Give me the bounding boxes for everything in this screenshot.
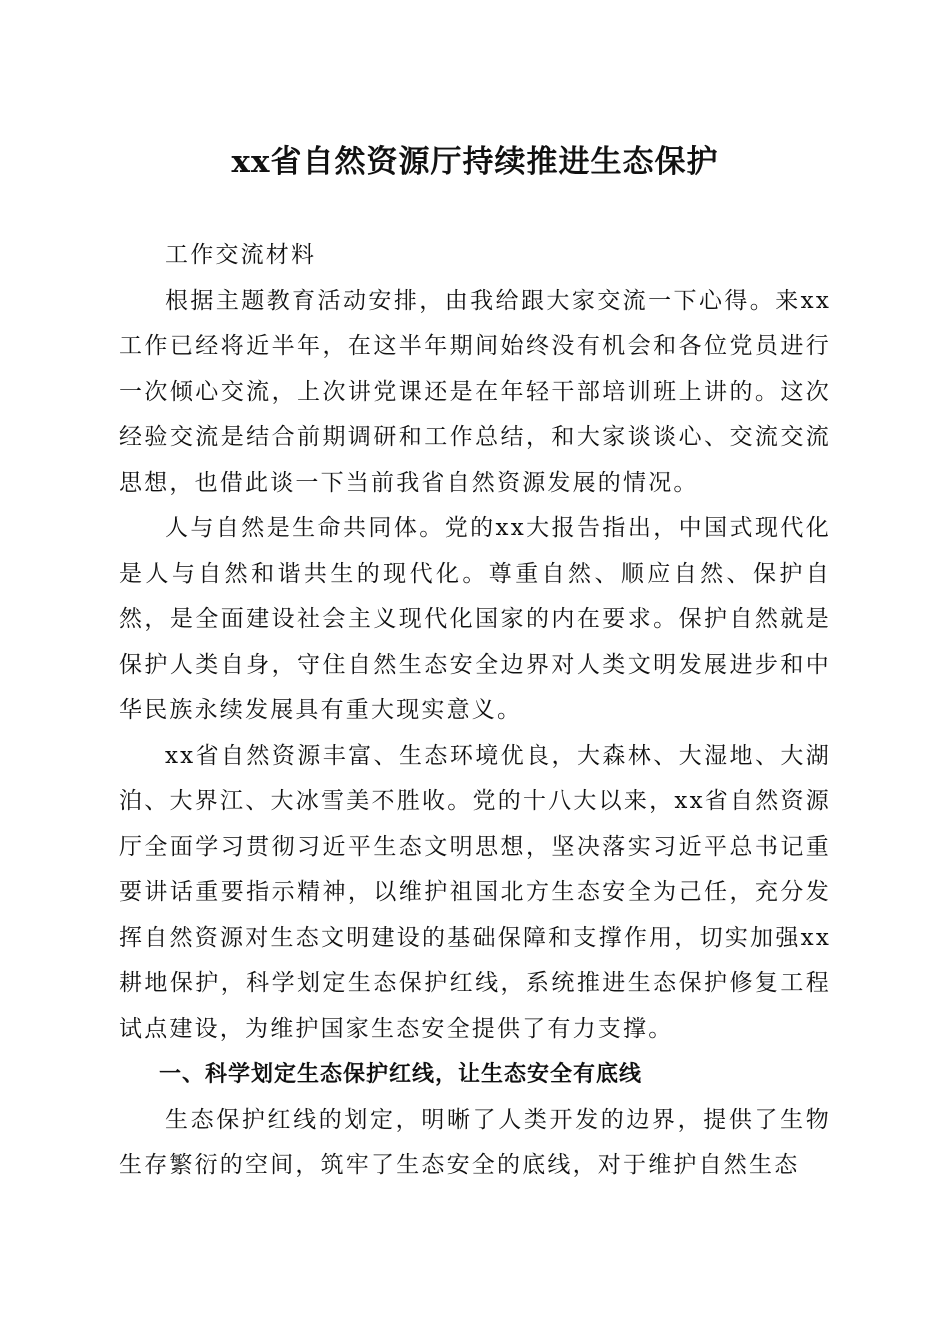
- document-subtitle: 工作交流材料: [165, 242, 317, 268]
- document-title: xx省自然资源厅持续推进生态保护: [231, 144, 719, 180]
- section-1-paragraph: 生态保护红线的划定，明晰了人类开发的边界，提供了生物生存繁衍的空间，筑牢了生态安全的底线，对于维护自然生态: [119, 1106, 831, 1178]
- paragraph-intro: 根据主题教育活动安排，由我给跟大家交流一下心得。来xx工作已经将近半年，在这半年期间始终没有机会和各位党员进行一次倾心交流，上次讲党课还是在年轻干部培训班上讲的。这次经验交流是结合前期调研和工作总结，和大家谈谈心、交流交流思想，也借此谈一下当前我省自然资源发展的情况。: [119, 287, 831, 496]
- document-body: [119, 233, 831, 1189]
- paragraph-harmony: 人与自然是生命共同体。党的xx大报告指出，中国式现代化是人与自然和谐共生的现代化。尊重自然、顺应自然、保护自然，是全面建设社会主义现代化国家的内在要求。保护自然就是保护人类自身，守住自然生态安全边界对人类文明发展进步和中华民族永续发展具有重大现实意义。: [119, 515, 831, 723]
- paragraph-province: xx省自然资源丰富、生态环境优良，大森林、大湿地、大湖泊、大界江、大冰雪美不胜收。党的十八大以来，xx省自然资源厅全面学习贯彻习近平生态文明思想，坚决落实习近平总书记重要讲话重要指示精神，以维护祖国北方生态安全为己任，充分发挥自然资源对生态文明建设的基础保障和支撑作用，切实加强xx耕地保护，科学划定生态保护红线，系统推进生态保护修复工程试点建设，为维护国家生态安全提供了有力支撑。: [119, 742, 831, 1042]
- section-1-heading: 一、科学划定生态保护红线，让生态安全有底线: [159, 1062, 643, 1087]
